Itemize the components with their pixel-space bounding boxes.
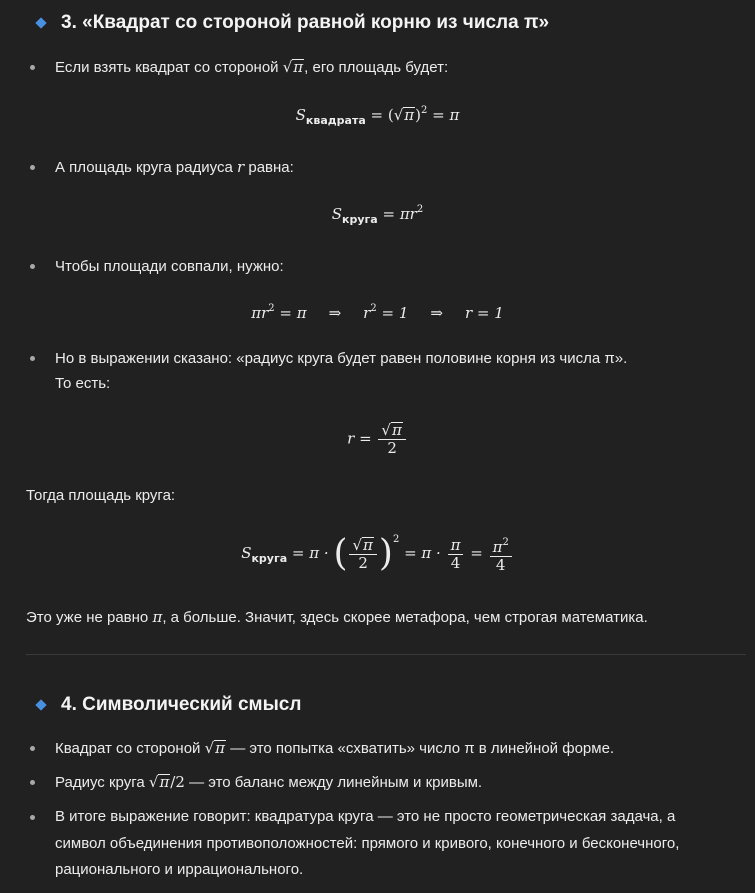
eq-radicand: π [391, 421, 402, 439]
equation-radius [0, 422, 755, 457]
eq-numerator: π [492, 538, 503, 556]
bullet-icon [30, 264, 35, 269]
equation-circle-area-result [0, 534, 755, 574]
eq-text: r [363, 304, 371, 322]
list-item [55, 346, 627, 396]
section-4-title: 4. Символический смысл [61, 694, 302, 715]
eq-symbol: S [331, 205, 343, 223]
fraction [448, 537, 464, 572]
text: Но в выражении сказано: «радиус круга будет равен половине корня из числа π». [55, 350, 628, 367]
eq-symbol: S [241, 544, 252, 562]
implies-arrow: ⇒ [430, 304, 443, 322]
bullet-icon [30, 746, 35, 751]
fraction: $\frac{√\pi}{2}$ [378, 422, 405, 457]
eq-subscript: круга [251, 552, 288, 565]
bullet-icon [30, 165, 35, 170]
eq-text: r = [347, 429, 377, 448]
radicand: π [293, 58, 304, 76]
eq-text: = πr [377, 205, 417, 223]
bullet-icon [30, 65, 35, 70]
eq-paren: ( [333, 533, 348, 574]
equation-circle-area [0, 204, 755, 226]
text: То есть: [55, 375, 111, 392]
radicand: π [159, 773, 170, 791]
fraction: $\frac{√\pi}{2}$ [349, 537, 376, 572]
divider [26, 654, 746, 655]
eq-symbol: S [295, 106, 306, 124]
eq-power: 2 [370, 303, 377, 314]
diamond-bullet-icon [35, 699, 46, 710]
fraction [490, 534, 512, 574]
eq-power: 2 [392, 534, 400, 545]
text: А площадь круга радиуса [55, 159, 238, 176]
bullet-icon [30, 356, 35, 361]
eq-text: ) [415, 106, 422, 124]
text: Если взять квадрат со стороной [55, 59, 283, 76]
eq-paren: ) [378, 533, 393, 574]
eq-denominator: 2 [387, 439, 397, 457]
text: рационального и иррационального. [55, 861, 304, 878]
list-item [55, 736, 614, 761]
eq-text: = ( [365, 106, 394, 124]
eq-text: πr [251, 304, 269, 322]
text: , а больше. Значит, здесь скорее метафора, чем строгая математика. [162, 609, 648, 626]
eq-power: 2 [502, 537, 509, 548]
section-4-heading [34, 694, 301, 716]
list-item [55, 770, 482, 795]
sqrt-expression: √π [282, 58, 304, 76]
text: символ объединения противоположностей: прямого и кривого, конечного и бесконечного, [55, 834, 680, 852]
divisor: /2 [170, 773, 185, 791]
text: Квадрат со стороной [55, 740, 205, 757]
variable: π [152, 608, 163, 626]
eq-denominator: 4 [450, 553, 461, 572]
text: равна: [244, 159, 294, 176]
eq-radicand: π [363, 535, 373, 554]
section-3-title: 3. «Квадрат со стороной равной корню из числа π» [61, 12, 550, 33]
bullet-icon [30, 815, 35, 820]
eq-text: = π · [287, 544, 334, 562]
text: Радиус круга [55, 774, 149, 791]
eq-radicand: π [404, 106, 415, 124]
radicand: π [215, 739, 226, 757]
list-item [55, 254, 284, 279]
eq-text: = π [274, 304, 307, 322]
eq-denominator: 4 [495, 556, 506, 574]
text: В итоге выражение говорит: квадратура круга — это не просто геометрическая задача, а [55, 808, 676, 825]
diamond-bullet-icon [35, 17, 46, 28]
list-item [55, 55, 448, 80]
eq-numerator: π [448, 537, 464, 555]
list-item [55, 804, 679, 884]
paragraph: Тогда площадь круга: [26, 487, 176, 504]
variable: r [237, 158, 245, 176]
eq-text: = π · [399, 544, 446, 562]
text: Чтобы площади совпали, нужно: [55, 258, 284, 275]
sqrt-expression: √π [204, 739, 226, 757]
eq-power: 2 [421, 105, 428, 116]
implies-arrow: ⇒ [328, 304, 342, 322]
eq-power: 2 [416, 204, 424, 215]
eq-denominator: 2 [358, 553, 368, 572]
eq-text: = 1 [376, 304, 409, 322]
eq-subscript: круга [342, 213, 378, 226]
eq-subscript: квадрата [305, 114, 366, 127]
eq-power: 2 [268, 303, 275, 314]
eq-text: = [465, 544, 488, 562]
equation-equality [0, 303, 755, 322]
bullet-icon [30, 780, 35, 785]
text: — это попытка «схватить» число π в линейной форме. [226, 740, 615, 757]
section-3-heading [34, 12, 549, 34]
list-item [55, 155, 294, 180]
equation-square-area: $S_{квадрата} = (√\pi)^2 = \pi$ [295, 105, 460, 127]
eq-text: = π [427, 106, 460, 124]
text: Это уже не равно [26, 609, 153, 626]
paragraph [26, 605, 648, 630]
eq-text: r = 1 [464, 304, 504, 322]
text: , его площадь будет: [304, 59, 449, 76]
text: — это баланс между линейным и кривым. [184, 774, 483, 791]
sqrt-expression: √π/2 [148, 773, 185, 791]
